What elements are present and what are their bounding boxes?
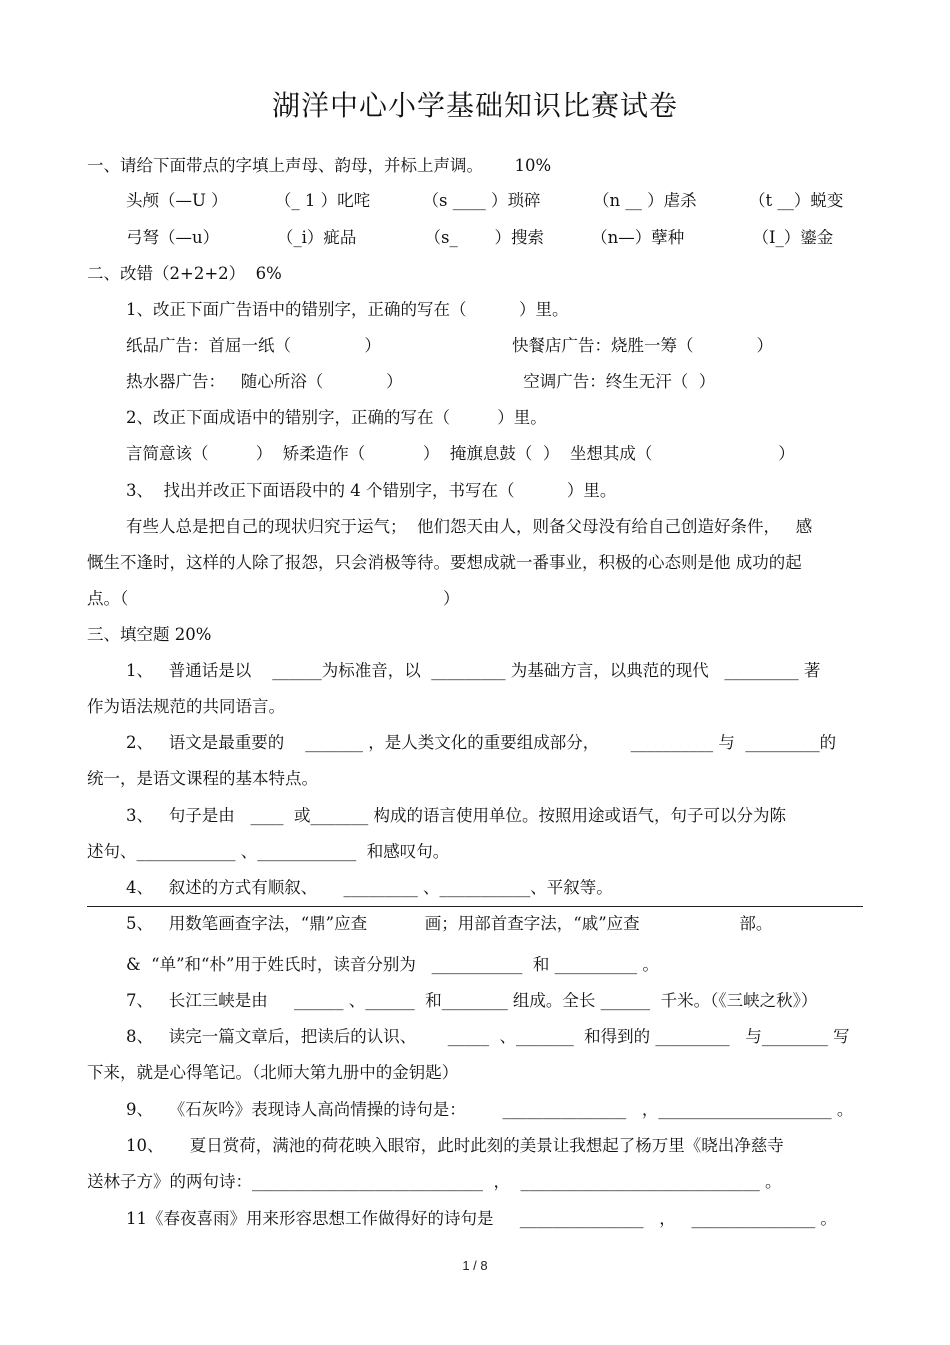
page-title: 湖洋中心小学基础知识比赛试卷: [271, 89, 678, 122]
paragraph-line-3: 点。（ ）: [87, 589, 460, 608]
ad-row-2: 热水器广告： 随心所浴（ ） 空调广告：终生无汗（ ）: [126, 372, 716, 391]
fill-6: & “单”和“朴”用于姓氏时，读音分别为 ___________ 和 __________ 。: [126, 955, 659, 974]
fill-10-line-2: 送林子方》的两句诗：____________________________ ， _____________________________ 。: [87, 1172, 782, 1191]
question-3-heading: 三、填空题 20%: [87, 625, 212, 644]
question-2-1: 1、改正下面广告语中的错别字，正确的写在（ ）里。: [126, 300, 569, 319]
fill-3-line-1: 3、 句子是由 ____ 或_______ 构成的语言使用单位。按照用途或语气，句子可以分为陈: [126, 806, 786, 825]
idiom-row: 言简意该（ ） 矫柔造作（ ） 掩旗息鼓（ ） 坐想其成（ ）: [126, 444, 795, 463]
fill-8-line-1: 8、 读完一篇文章后，把读后的认识、 _____ 、_______ 和得到的 _________ 与________ 写: [126, 1027, 850, 1046]
fill-1-line-2: 作为语法规范的共同语言。: [87, 697, 285, 716]
question-2-heading: 二、改错（2+2+2） 6%: [87, 264, 282, 283]
pinyin-row-1: 头颅（—U ） （_ 1 ）叱咤 （s ____ ）琐碎 （n __ ）虐杀 （t __）蜕变: [126, 191, 844, 210]
divider-line: [87, 906, 863, 907]
fill-4: 4、 叙述的方式有顺叙、 _________ 、___________、平叙等。: [126, 878, 613, 897]
fill-7: 7、 长江三峡是由 ______ 、______ 和________ 组成。全长 ______ 千米。（《三峡之秋》）: [126, 991, 818, 1010]
page-number: 1 / 8: [462, 1258, 488, 1273]
paragraph-line-2: 慨生不逢时，这样的人除了报怨，只会消极等待。要想成就一番事业，积极的心态则是他 成功的起: [87, 553, 802, 572]
fill-8-line-2: 下来，就是心得笔记。（北师大第九册中的金钥匙）: [87, 1063, 459, 1082]
fill-2-line-2: 统一，是语文课程的基本特点。: [87, 769, 318, 788]
fill-3-line-2: 述句、____________ 、____________ 和感叹句。: [87, 842, 450, 861]
fill-9: 9、 《石灰吟》表现诗人高尚情操的诗句是： _______________ ，_____________________ 。: [126, 1100, 854, 1119]
fill-2-line-1: 2、 语文是最重要的 _______ ，是人类文化的重要组成部分， __________ 与 _________的: [126, 733, 837, 752]
question-2-3: 3、 找出并改正下面语段中的 4 个错别字，书写在（ ）里。: [126, 481, 617, 500]
question-1-heading: 一、请给下面带点的字填上声母、韵母，并标上声调。 10%: [87, 156, 552, 175]
fill-11: 11《春夜喜雨》用来形容思想工作做得好的诗句是 _______________ ， _______________ 。: [126, 1209, 837, 1228]
fill-5: 5、 用数笔画查字法，“鼎”应查 画；用部首查字法，“戚”应查 部。: [126, 914, 773, 933]
question-2-2: 2、改正下面成语中的错别字，正确的写在（ ）里。: [126, 408, 547, 427]
ad-row-1: 纸品广告：首屈一纸（ ） 快餐店广告：烧胜一筹（ ）: [126, 336, 773, 355]
fill-10-line-1: 10、 夏日赏荷，满池的荷花映入眼帘，此时此刻的美景让我想起了杨万里《晓出净慈寺: [126, 1136, 784, 1155]
paragraph-line-1: 有些人总是把自己的现状归究于运气； 他们怨天由人，则备父母没有给自己创造好条件， 感: [126, 517, 813, 536]
fill-1-line-1: 1、 普通话是以 ______为标准音，以 _________ 为基础方言，以典范的现代 _________ 著: [126, 661, 821, 680]
pinyin-row-2: 弓弩（—u） （_i）疵品 （s_ ）搜索 （n—）孽种 （I_）鎏金: [126, 228, 834, 247]
